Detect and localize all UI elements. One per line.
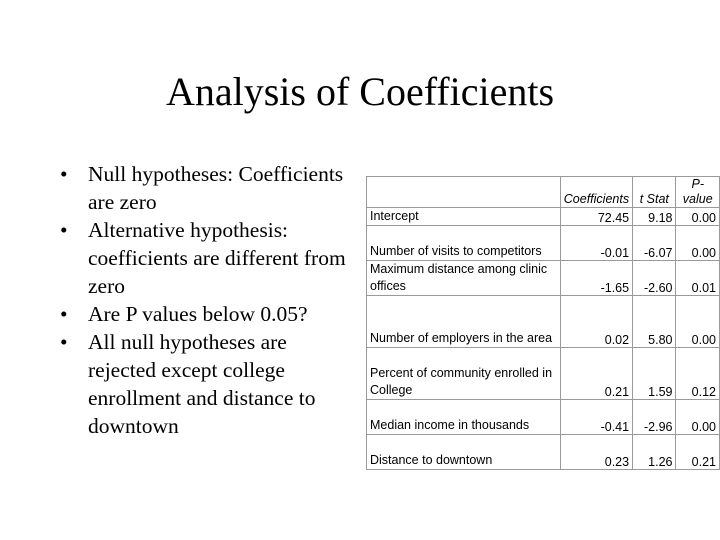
table-row	[367, 296, 720, 348]
header-p-value: P-value	[676, 177, 720, 208]
table-row	[367, 348, 720, 400]
table-row	[367, 435, 720, 470]
table-row	[367, 400, 720, 435]
bullet-text: Null hypotheses: Coefficients are zero	[88, 162, 344, 214]
tstat-cell: 1.26	[633, 435, 676, 470]
pvalue-cell: 0.00	[676, 400, 720, 435]
coef-cell: 0.21	[560, 348, 632, 400]
bullet-text: Are P values below 0.05?	[88, 302, 308, 326]
tstat-cell: 1.59	[633, 348, 676, 400]
coefficients-table-container	[366, 176, 720, 470]
bullet-item	[60, 160, 360, 216]
tstat-cell: -2.96	[633, 400, 676, 435]
bullet-text: Alternative hypothesis: coefficients are different from zero	[88, 218, 346, 298]
tstat-cell: 9.18	[633, 208, 676, 226]
header-coefficients: Coefficients	[560, 177, 632, 208]
coef-cell: -0.41	[560, 400, 632, 435]
bullet-dot-icon: •	[60, 330, 68, 354]
table-row	[367, 226, 720, 261]
bullet-text: All null hypotheses are rejected except college enrollment and distance to downtown	[88, 330, 316, 438]
bullet-item	[60, 300, 360, 328]
slide-title: Analysis of Coefficients	[165, 69, 555, 114]
pvalue-cell: 0.00	[676, 226, 720, 261]
bullet-dot-icon: •	[60, 302, 68, 326]
pvalue-cell: 0.12	[676, 348, 720, 400]
row-label: Distance to downtown	[367, 435, 561, 470]
bullet-dot-icon: •	[60, 162, 68, 186]
row-label: Number of visits to competitors	[367, 226, 561, 261]
tstat-cell: 5.80	[633, 296, 676, 348]
pvalue-cell: 0.01	[676, 261, 720, 296]
row-label: Maximum distance among clinic offices	[367, 261, 561, 296]
header-blank	[367, 177, 561, 208]
bullet-list	[60, 160, 360, 440]
header-t-stat: t Stat	[633, 177, 676, 208]
coef-cell: 0.02	[560, 296, 632, 348]
row-label: Number of employers in the area	[367, 296, 561, 348]
coef-cell: 72.45	[560, 208, 632, 226]
table-row	[367, 208, 720, 226]
pvalue-cell: 0.00	[676, 208, 720, 226]
row-label: Median income in thousands	[367, 400, 561, 435]
coefficients-table	[366, 176, 720, 470]
bullet-dot-icon: •	[60, 218, 68, 242]
tstat-cell: -6.07	[633, 226, 676, 261]
row-label: Intercept	[367, 208, 561, 226]
tstat-cell: -2.60	[633, 261, 676, 296]
coef-cell: 0.23	[560, 435, 632, 470]
bullet-item	[60, 328, 360, 440]
table-row	[367, 261, 720, 296]
coef-cell: -1.65	[560, 261, 632, 296]
pvalue-cell: 0.21	[676, 435, 720, 470]
row-label: Percent of community enrolled in College	[367, 348, 561, 400]
bullet-item	[60, 216, 360, 300]
table-header-row	[367, 177, 720, 208]
coef-cell: -0.01	[560, 226, 632, 261]
pvalue-cell: 0.00	[676, 296, 720, 348]
